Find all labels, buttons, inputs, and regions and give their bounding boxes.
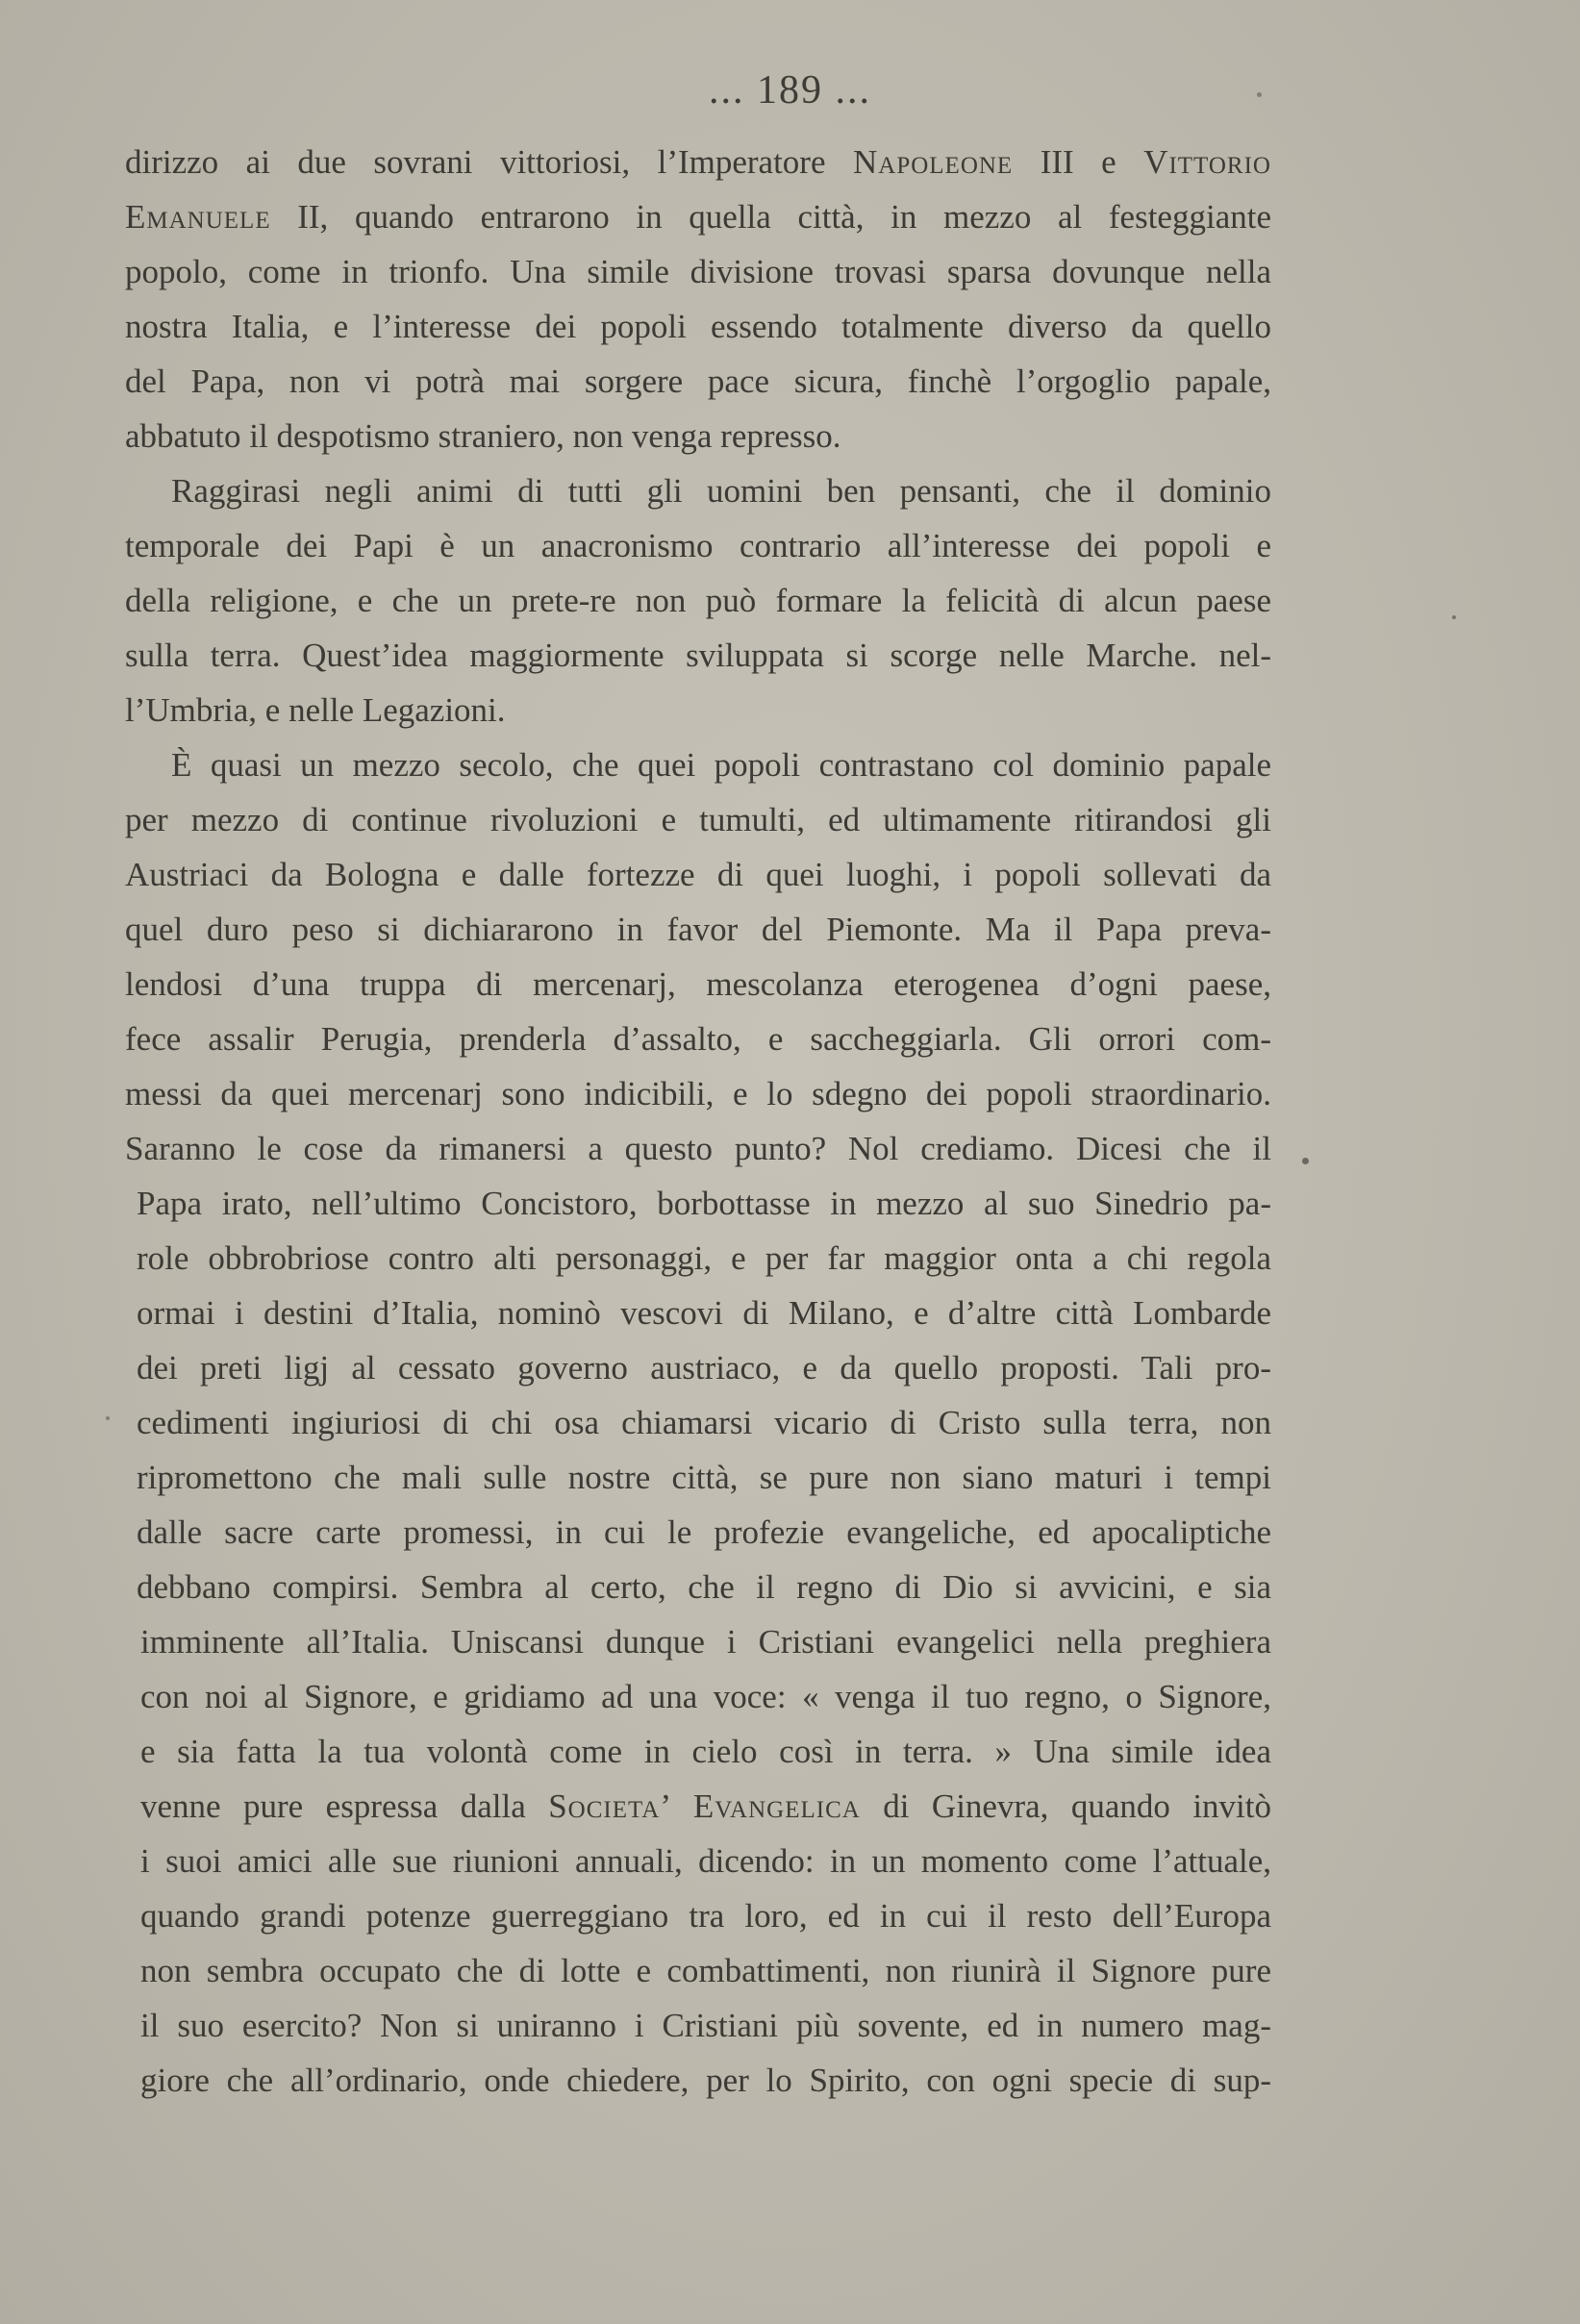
text-line: ripromettono che mali sulle nostre città, se pure non siano maturi i tempi <box>137 1459 1271 1496</box>
text-line: sulla terra. Quest’idea maggiormente sviluppata si scorge nelle Marche. nel- <box>125 637 1271 674</box>
text-line: cedimenti ingiuriosi di chi osa chiamarsi vicario di Cristo sulla terra, non <box>137 1404 1271 1441</box>
text-line: abbatuto il despotismo straniero, non venga represso. <box>125 417 841 455</box>
scan-speck <box>1302 1158 1309 1164</box>
text-line: i suoi amici alle sue riunioni annuali, dicendo: in un momento come l’attuale, <box>140 1842 1271 1880</box>
text-line: È quasi un mezzo secolo, che quei popoli contrastano col dominio papale <box>171 746 1271 784</box>
text-line: dalle sacre carte promessi, in cui le profezie evangeliche, ed apocaliptiche <box>137 1513 1271 1551</box>
text-line: popolo, come in trionfo. Una simile divisione trovasi sparsa dovunque nella <box>125 253 1271 290</box>
small-caps-name: Emanuele <box>125 198 271 236</box>
text-line: ormai i destini d’Italia, nominò vescovi di Milano, e d’altre città Lombarde <box>137 1294 1271 1332</box>
scan-speck <box>1452 615 1456 619</box>
text-line: della religione, e che un prete-re non può formare la felicità di alcun paese <box>125 582 1271 619</box>
text-line: debbano compirsi. Sembra al certo, che il regno di Dio si avvicini, e sia <box>137 1568 1271 1606</box>
text-line: del Papa, non vi potrà mai sorgere pace sicura, finchè l’orgoglio papale, <box>125 362 1271 400</box>
text-line: temporale dei Papi è un anacronismo contrario all’interesse dei popoli e <box>125 527 1271 564</box>
text-line: imminente all’Italia. Uniscansi dunque i Cristiani evangelici nella preghiera <box>140 1623 1271 1661</box>
text-line: role obbrobriose contro alti personaggi, e per far maggior onta a chi regola <box>137 1239 1271 1277</box>
text-line: non sembra occupato che di lotte e combattimenti, non riunirà il Signore pure <box>140 1952 1271 1989</box>
scan-speck <box>1257 92 1262 97</box>
text-line: nostra Italia, e l’interesse dei popoli essendo totalmente diverso da quello <box>125 308 1271 345</box>
small-caps-name: Vittorio <box>1143 143 1271 181</box>
text-line: l’Umbria, e nelle Legazioni. <box>125 691 506 729</box>
text-line: il suo esercito? Non si uniranno i Cristiani più sovente, ed in numero mag- <box>140 2007 1271 2044</box>
text-line: dirizzo ai due sovrani vittoriosi, l’Imperatore Napoleone III e Vittorio <box>125 143 1271 181</box>
text-line: Austriaci da Bologna e dalle fortezze di quei luoghi, i popoli sollevati da <box>125 856 1271 893</box>
text-line: giore che all’ordinario, onde chiedere, per lo Spirito, con ogni specie di sup- <box>140 2062 1271 2099</box>
text-line: lendosi d’una truppa di mercenarj, mescolanza eterogenea d’ogni paese, <box>125 965 1271 1003</box>
text-line: per mezzo di continue rivoluzioni e tumulti, ed ultimamente ritirandosi gli <box>125 801 1271 838</box>
text-line: Emanuele II, quando entrarono in quella città, in mezzo al festeggiante <box>125 198 1271 236</box>
text-line: messi da quei mercenarj sono indicibili, e lo sdegno dei popoli straordinario. <box>125 1075 1271 1112</box>
text-line: quel duro peso si dichiararono in favor del Piemonte. Ma il Papa preva- <box>125 911 1271 948</box>
text-line: Raggirasi negli animi di tutti gli uomini ben pensanti, che il dominio <box>171 472 1271 510</box>
small-caps-name: Napoleone <box>852 143 1014 181</box>
scan-speck <box>106 1416 110 1420</box>
page-number: ... 189 ... <box>709 68 871 112</box>
small-caps-name: Societa’ Evangelica <box>548 1787 861 1825</box>
text-line: Papa irato, nell’ultimo Concistoro, borbottasse in mezzo al suo Sinedrio pa- <box>137 1185 1271 1222</box>
text-line: quando grandi potenze guerreggiano tra loro, ed in cui il resto dell’Europa <box>140 1897 1271 1935</box>
text-line: venne pure espressa dalla Societa’ Evangelica di Ginevra, quando invitò <box>140 1787 1271 1825</box>
text-line: fece assalir Perugia, prenderla d’assalto, e saccheggiarla. Gli orrori com- <box>125 1020 1271 1058</box>
text-line: e sia fatta la tua volontà come in cielo così in terra. » Una simile idea <box>140 1733 1271 1770</box>
text-line: con noi al Signore, e gridiamo ad una voce: « venga il tuo regno, o Signore, <box>140 1678 1271 1715</box>
text-line: dei preti ligj al cessato governo austriaco, e da quello proposti. Tali pro- <box>137 1349 1271 1387</box>
text-line: Saranno le cose da rimanersi a questo punto? Nol crediamo. Dicesi che il <box>125 1130 1271 1167</box>
body-text <box>125 135 1271 2108</box>
